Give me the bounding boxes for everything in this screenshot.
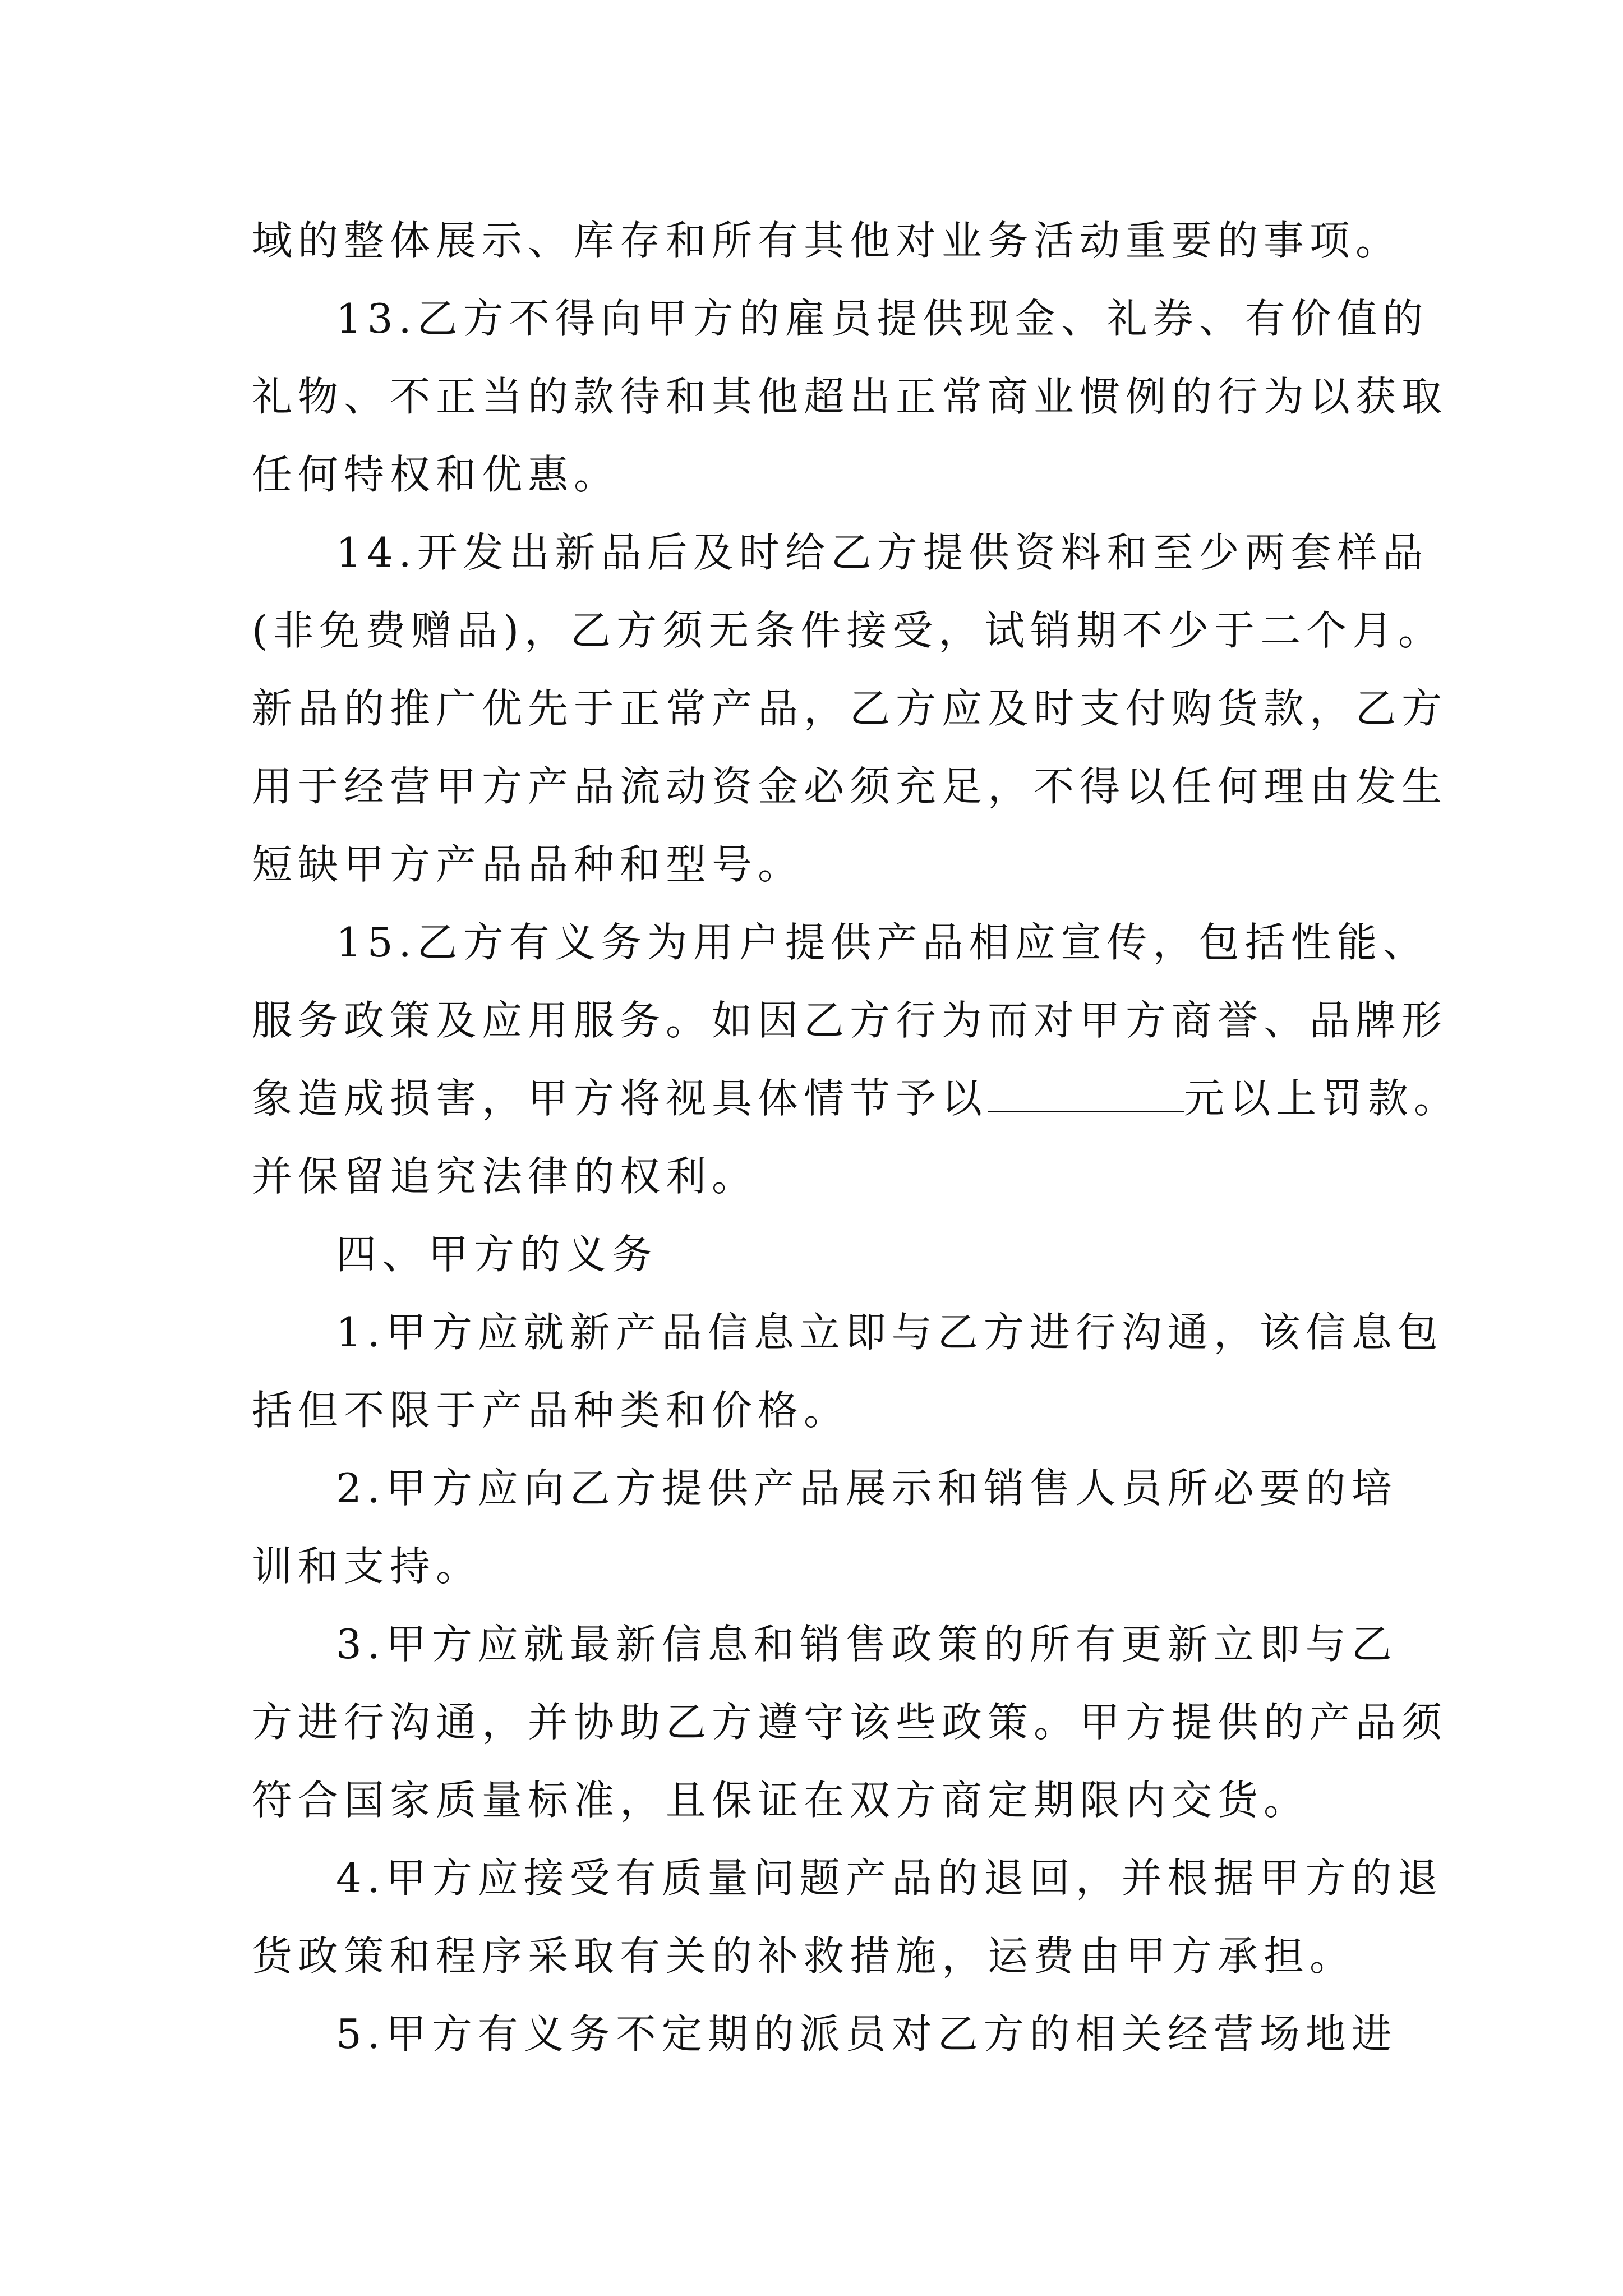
section-heading-4: 四、甲方的义务 bbox=[336, 1231, 658, 1278]
clause-15-line-3 bbox=[252, 1060, 1460, 1138]
clause-15-line-4: 并保留追究法律的权利。 bbox=[252, 1153, 758, 1200]
duty-3-line-2: 方进行沟通，并协助乙方遵守该些政策。甲方提供的产品须 bbox=[252, 1699, 1448, 1746]
clause-14-line-4: 用于经营甲方产品流动资金必须充足，不得以任何理由发生 bbox=[252, 763, 1448, 810]
clause-15-line-2: 服务政策及应用服务。如因乙方行为而对甲方商誉、品牌形 bbox=[252, 997, 1448, 1044]
clause-13-line-1: 13.乙方不得向甲方的雇员提供现金、礼券、有价值的 bbox=[336, 295, 1429, 342]
clause-14-line-5: 短缺甲方产品品种和型号。 bbox=[252, 841, 804, 888]
clause-15-line-3-suffix: 元以上罚款。 bbox=[1184, 1075, 1460, 1122]
duty-3-line-3: 符合国家质量标准，且保证在双方商定期限内交货。 bbox=[252, 1777, 1310, 1824]
clause-14-line-3: 新品的推广优先于正常产品，乙方应及时支付购货款，乙方 bbox=[252, 685, 1448, 732]
duty-4-line-1: 4.甲方应接受有质量问题产品的退回，并根据甲方的退 bbox=[336, 1855, 1444, 1902]
clause-15-line-1: 15.乙方有义务为用户提供产品相应宣传，包括性能、 bbox=[336, 919, 1429, 966]
fine-amount-blank bbox=[988, 1076, 1184, 1112]
duty-2-line-1: 2.甲方应向乙方提供产品展示和销售人员所必要的培 bbox=[336, 1465, 1398, 1512]
duty-3-line-1: 3.甲方应就最新信息和销售政策的所有更新立即与乙 bbox=[336, 1621, 1398, 1668]
clause-15-line-3-text: 象造成损害，甲方将视具体情节予以 bbox=[252, 1075, 988, 1122]
clause-14-line-2: (非免费赠品)，乙方须无条件接受，试销期不少于二个月。 bbox=[252, 607, 1445, 654]
clause-13-line-3: 任何特权和优惠。 bbox=[252, 451, 620, 498]
duty-2-line-2: 训和支持。 bbox=[252, 1543, 482, 1590]
text-line: 域的整体展示、库存和所有其他对业务活动重要的事项。 bbox=[252, 217, 1402, 264]
duty-1-line-2: 括但不限于产品种类和价格。 bbox=[252, 1387, 850, 1434]
duty-5-line-1: 5.甲方有义务不定期的派员对乙方的相关经营场地进 bbox=[336, 2010, 1398, 2058]
clause-14-line-1: 14.开发出新品后及时给乙方提供资料和至少两套样品 bbox=[336, 529, 1429, 576]
duty-1-line-1: 1.甲方应就新产品信息立即与乙方进行沟通，该信息包 bbox=[336, 1309, 1444, 1356]
duty-4-line-2: 货政策和程序采取有关的补救措施，运费由甲方承担。 bbox=[252, 1932, 1356, 1980]
clause-13-line-2: 礼物、不正当的款待和其他超出正常商业惯例的行为以获取 bbox=[252, 373, 1448, 420]
